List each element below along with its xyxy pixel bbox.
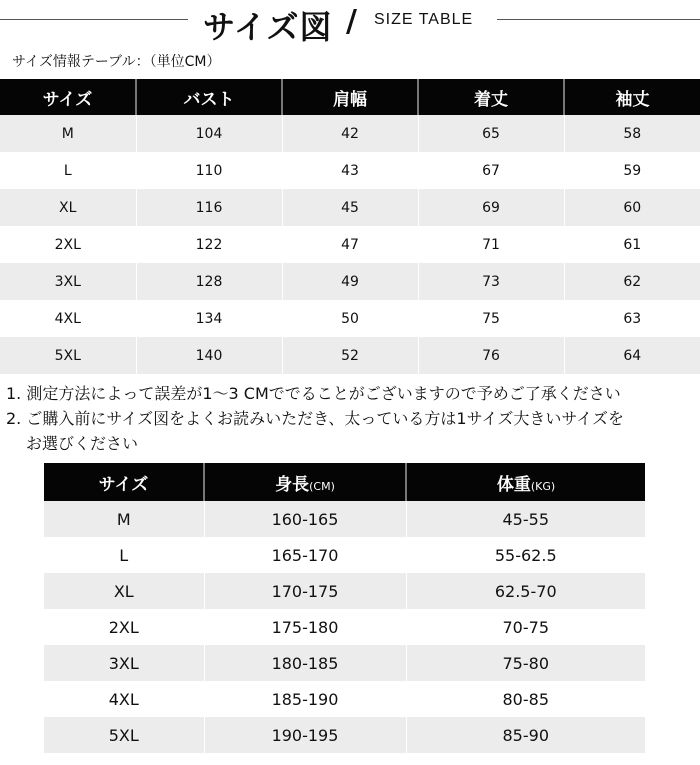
table-cell: 75-80	[406, 645, 645, 681]
garment-size-header-row	[0, 79, 700, 115]
table-cell: 58	[564, 115, 700, 152]
table-cell: 49	[282, 263, 418, 300]
table-cell: 80-85	[406, 681, 645, 717]
table-row	[44, 609, 645, 645]
table-cell: 45	[282, 189, 418, 226]
table-caption: サイズ情報テーブル：（単位CM）	[12, 54, 221, 70]
table-row	[0, 226, 700, 263]
body-size-header-row	[44, 463, 645, 501]
table-cell: 45-55	[406, 501, 645, 537]
table-cell: 60	[564, 189, 700, 226]
table-cell: 62	[564, 263, 700, 300]
table-cell: 5XL	[0, 337, 136, 374]
table-cell: 165-170	[204, 537, 406, 573]
header-unit: (CM)	[309, 479, 335, 493]
col-header-sleeve: 袖丈	[564, 79, 700, 115]
col-header-size: サイズ	[0, 79, 136, 115]
table-cell: M	[44, 501, 204, 537]
table-cell: 63	[564, 300, 700, 337]
table-cell: 76	[418, 337, 564, 374]
table-cell: 47	[282, 226, 418, 263]
col-header-length: 着丈	[418, 79, 564, 115]
table-cell: 75	[418, 300, 564, 337]
table-row	[0, 189, 700, 226]
table-cell: 3XL	[44, 645, 204, 681]
title-slash: /	[346, 4, 357, 39]
table-cell: L	[44, 537, 204, 573]
notes	[6, 381, 624, 456]
table-cell: 50	[282, 300, 418, 337]
col-header-shoulder: 肩幅	[282, 79, 418, 115]
table-cell: 170-175	[204, 573, 406, 609]
garment-size-table	[0, 79, 700, 374]
table-cell: 128	[136, 263, 282, 300]
table-cell: 52	[282, 337, 418, 374]
table-row	[0, 263, 700, 300]
table-cell: M	[0, 115, 136, 152]
table-row	[44, 501, 645, 537]
table-cell: 70-75	[406, 609, 645, 645]
table-cell: 55-62.5	[406, 537, 645, 573]
table-cell: 59	[564, 152, 700, 189]
table-cell: 69	[418, 189, 564, 226]
table-cell: 65	[418, 115, 564, 152]
table-row	[0, 300, 700, 337]
table-cell: 4XL	[0, 300, 136, 337]
table-cell: XL	[44, 573, 204, 609]
col-header-size	[44, 463, 204, 501]
header-label: 身長	[275, 474, 310, 495]
header-rule-right	[497, 19, 700, 20]
header-unit: (KG)	[530, 479, 556, 493]
table-cell: 67	[418, 152, 564, 189]
table-cell: 190-195	[204, 717, 406, 753]
table-cell: 104	[136, 115, 282, 152]
table-row	[44, 717, 645, 753]
table-cell: 110	[136, 152, 282, 189]
table-cell: 85-90	[406, 717, 645, 753]
table-cell: 160-165	[204, 501, 406, 537]
table-cell: 134	[136, 300, 282, 337]
col-header-weight	[406, 463, 645, 501]
table-row	[44, 537, 645, 573]
table-cell: 5XL	[44, 717, 204, 753]
table-cell: 4XL	[44, 681, 204, 717]
col-header-bust: バスト	[136, 79, 282, 115]
table-row	[44, 573, 645, 609]
table-cell: 62.5-70	[406, 573, 645, 609]
table-row	[44, 681, 645, 717]
table-cell: 3XL	[0, 263, 136, 300]
table-cell: 71	[418, 226, 564, 263]
note-2: 2. ご購入前にサイズ図をよくお読みいただき、太っている方は1サイズ大きいサイズを	[6, 409, 625, 428]
table-cell: 2XL	[44, 609, 204, 645]
page-subtitle: SIZE TABLE	[374, 11, 474, 28]
table-cell: 42	[282, 115, 418, 152]
page-title: サイズ図	[203, 8, 333, 46]
note-1: 1. 測定方法によって誤差が1～3 CMででることがございますので予めご了承ください	[6, 384, 621, 403]
table-cell: 175-180	[204, 609, 406, 645]
table-row	[0, 152, 700, 189]
table-cell: 140	[136, 337, 282, 374]
table-cell: 43	[282, 152, 418, 189]
table-cell: 61	[564, 226, 700, 263]
table-row	[0, 115, 700, 152]
body-size-table	[44, 463, 645, 753]
table-cell: XL	[0, 189, 136, 226]
note-2-continued: お選びください	[26, 434, 139, 453]
table-row	[44, 645, 645, 681]
table-cell: 180-185	[204, 645, 406, 681]
table-cell: 73	[418, 263, 564, 300]
page-header	[0, 0, 700, 46]
table-cell: 116	[136, 189, 282, 226]
header-label: サイズ	[98, 474, 149, 495]
table-cell: L	[0, 152, 136, 189]
table-cell: 2XL	[0, 226, 136, 263]
header-rule-left	[0, 19, 188, 20]
table-row	[0, 337, 700, 374]
table-cell: 64	[564, 337, 700, 374]
col-header-height	[204, 463, 406, 501]
table-cell: 122	[136, 226, 282, 263]
table-cell: 185-190	[204, 681, 406, 717]
header-label: 体重	[496, 474, 531, 495]
